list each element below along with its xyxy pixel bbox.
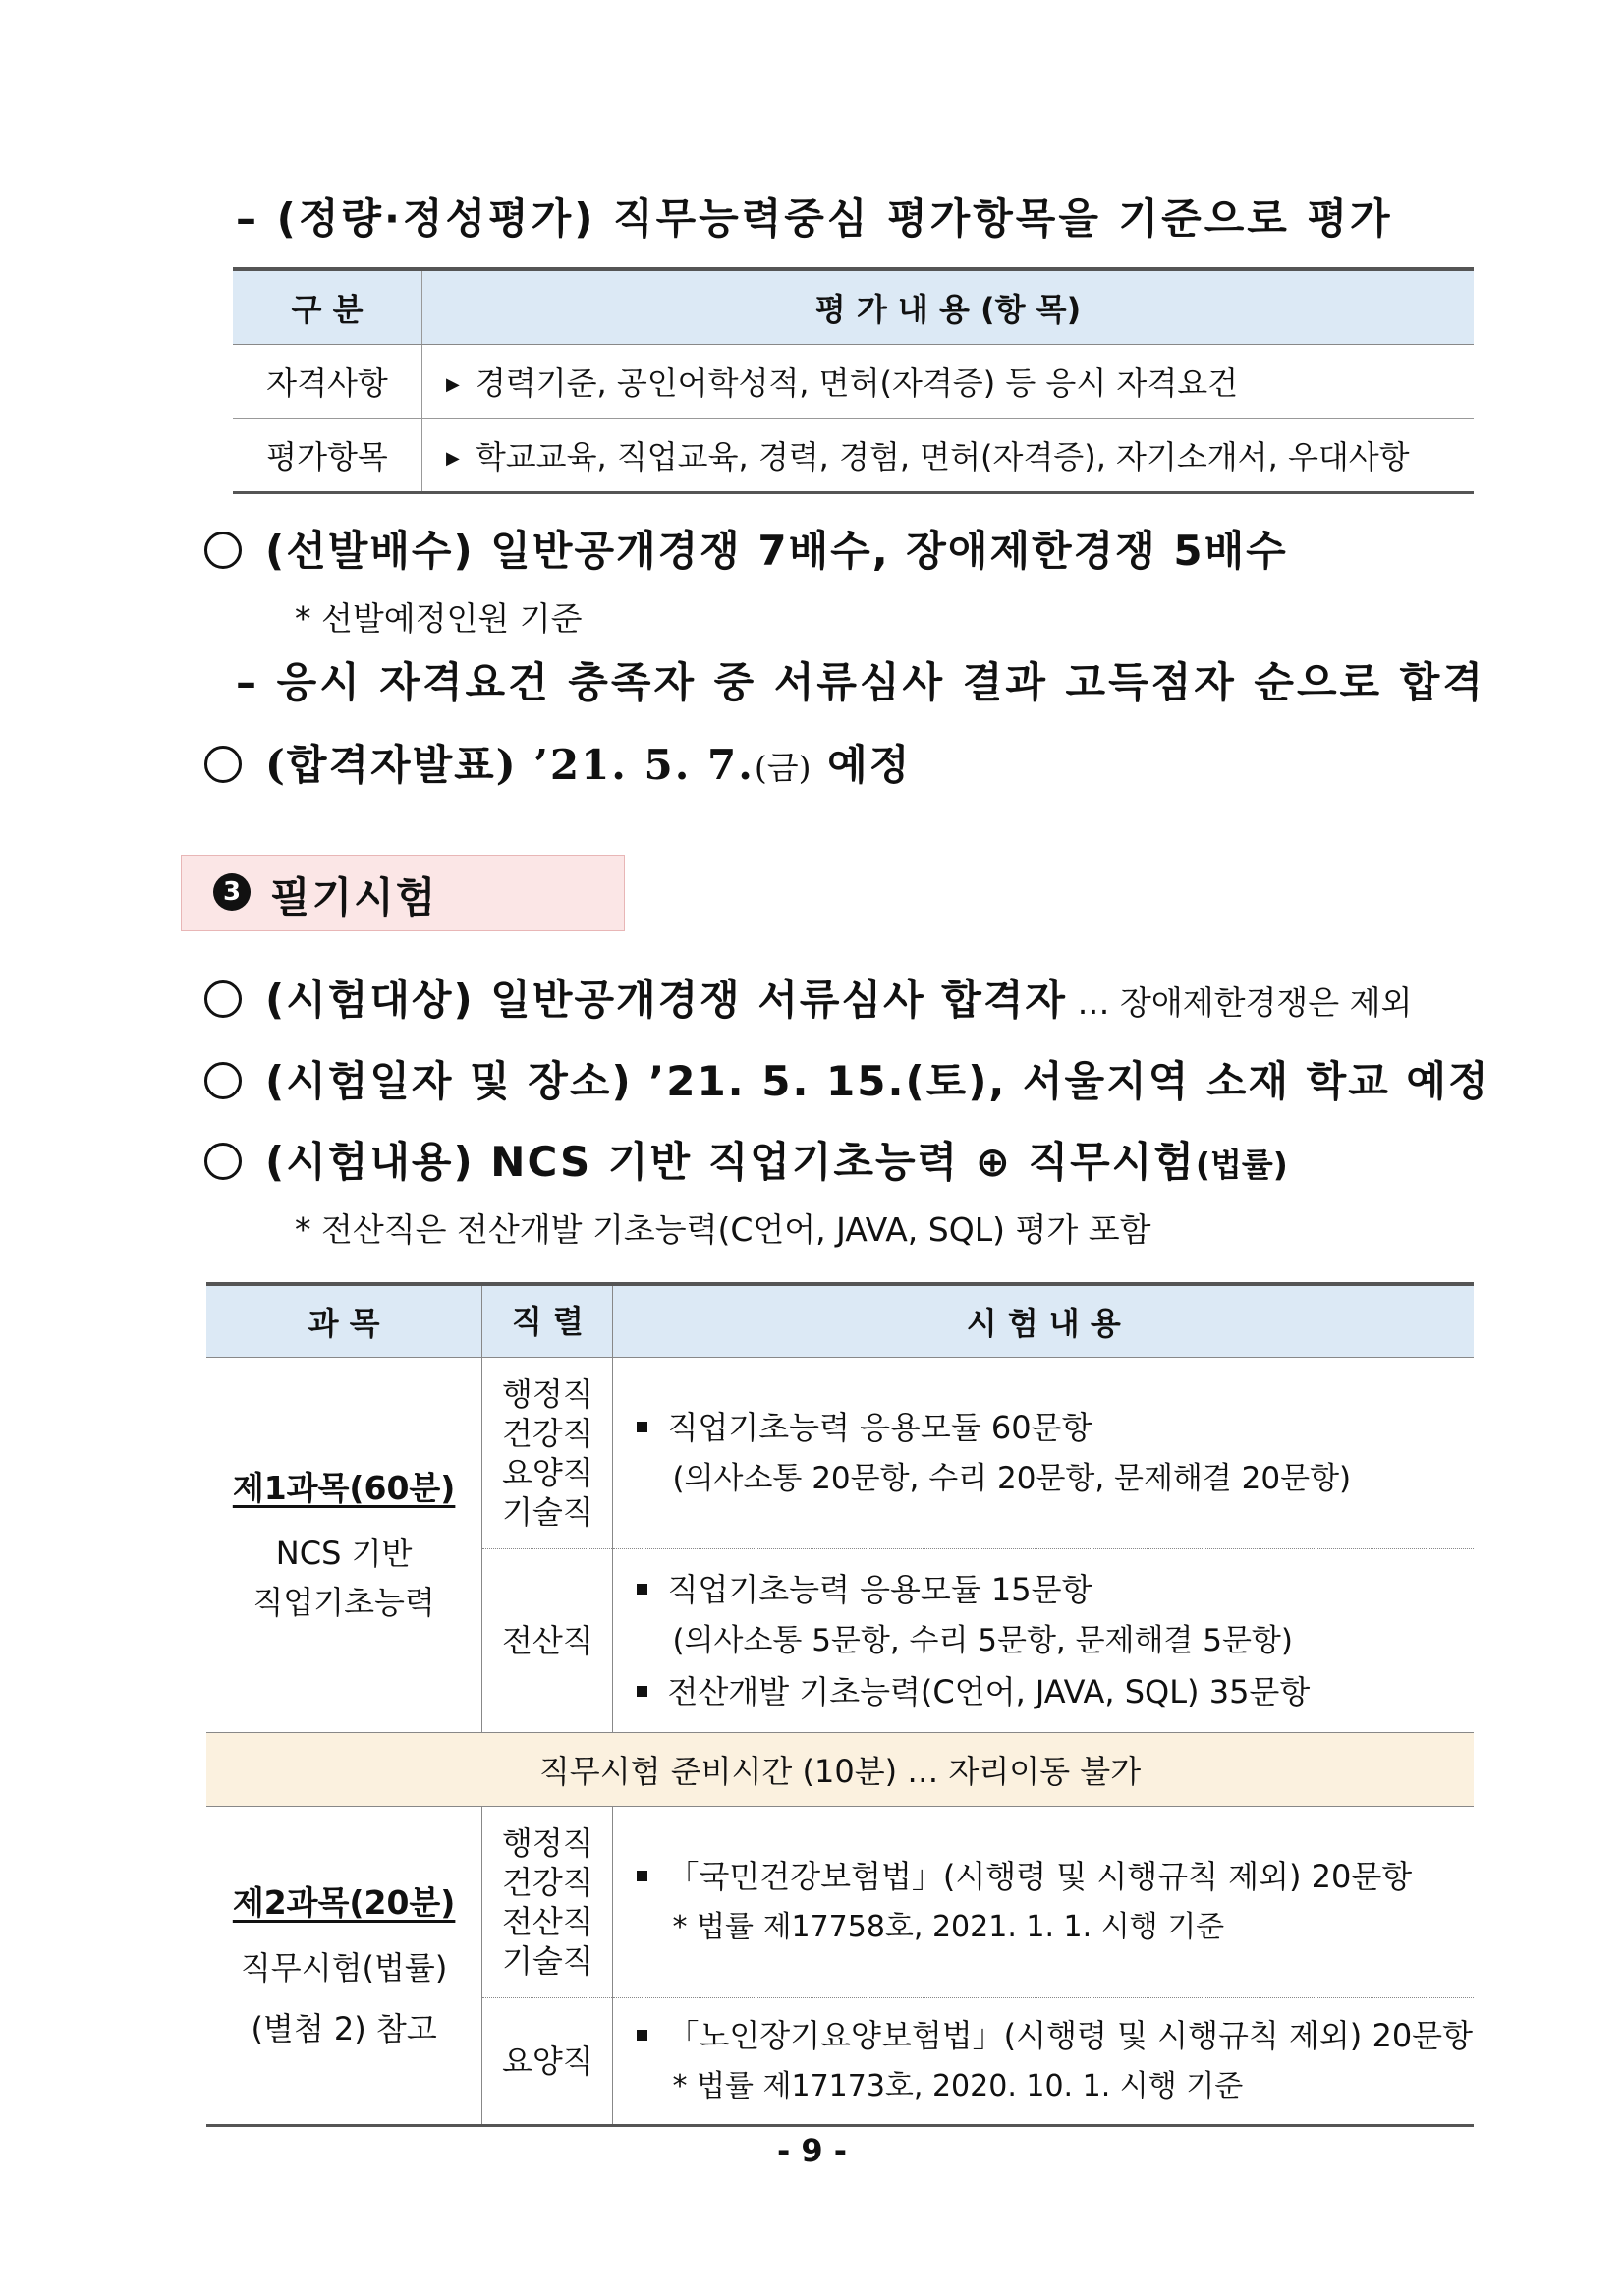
row-content-cell	[422, 345, 1475, 419]
selection-ratio-text: (선발배수) 일반공개경쟁 7배수, 장애제한경쟁 5배수	[265, 527, 1288, 575]
exam-content-text: (시험내용) NCS 기반 직업기초능력 ⊕ 직무시험	[265, 1138, 1196, 1186]
square-bullet-icon	[637, 1871, 647, 1881]
exam-content-suffix: (법률)	[1195, 1146, 1288, 1184]
eval-criteria-line: – (정량·정성평가) 직무능력중심 평가항목을 기준으로 평가	[236, 195, 1393, 243]
subject2-cell	[206, 1807, 482, 2126]
header-content: 평 가 내 용 (항 목)	[422, 269, 1475, 345]
content-note: * 법률 제17758호, 2021. 1. 1. 시행 기준	[672, 1910, 1225, 1944]
pass-criteria-line: – 응시 자격요건 충족자 중 서류심사 결과 고득점자 순으로 합격	[236, 658, 1485, 706]
s1-role2-cell: 전산직	[482, 1549, 613, 1733]
announcement-day: (금)	[754, 749, 812, 787]
prep-time-text: 직무시험 준비시간 (10분) … 자리이동 불가	[206, 1733, 1474, 1807]
role-item: 행정직	[501, 1824, 593, 1862]
circle-bullet-icon	[204, 532, 242, 569]
section-header	[181, 855, 625, 931]
prep-time-row	[206, 1733, 1474, 1807]
s1-roles-cell	[482, 1358, 613, 1549]
table-header-row	[233, 269, 1474, 345]
header-subject: 과 목	[206, 1284, 482, 1358]
header-exam-content: 시 험 내 용	[613, 1284, 1474, 1358]
exam-content-line	[204, 1130, 1288, 1189]
page-number: - 9 -	[776, 2132, 848, 2169]
exam-content-note: * 전산직은 전산개발 기초능력(C언어, JAVA, SQL) 평가 포함	[295, 1210, 1151, 1249]
role-item: 요양직	[501, 1454, 593, 1491]
content-item-text: 직업기초능력 응용모듈 60문항	[667, 1409, 1092, 1446]
section-number-badge: 3	[213, 873, 251, 911]
exam-target-text: (시험대상) 일반공개경쟁 서류심사 합격자	[265, 976, 1067, 1024]
table-row	[206, 1358, 1474, 1549]
exam-target-note: … 장애제한경쟁은 제외	[1066, 983, 1413, 1022]
content-item-text: 「노인장기요양보험법」(시행령 및 시행규칙 제외) 20문항	[667, 2017, 1473, 2054]
role-item: 전산직	[501, 1903, 593, 1940]
written-exam-table	[206, 1282, 1474, 2127]
square-bullet-icon	[637, 2030, 647, 2041]
role-item: 건강직	[501, 1415, 593, 1452]
square-bullet-icon	[637, 1686, 647, 1697]
announcement-line	[204, 733, 911, 792]
s2-content2-cell	[613, 1998, 1474, 2126]
circle-bullet-icon	[204, 1062, 242, 1099]
circle-bullet-icon	[204, 980, 242, 1018]
subject2-line2: 직무시험(법률)	[240, 1948, 448, 1987]
role-item: 기술직	[501, 1493, 593, 1531]
section-title: 필기시험	[270, 873, 438, 922]
content-item-text: 직업기초능력 응용모듈 15문항	[667, 1571, 1092, 1608]
s2-role2-cell: 요양직	[482, 1998, 613, 2126]
content-item	[637, 1666, 1473, 1717]
announcement-date: (합격자발표) ’21. 5. 7.	[265, 741, 755, 789]
role-item: 행정직	[501, 1375, 593, 1413]
row-content: 학교교육, 직업교육, 경력, 경험, 면허(자격증), 자기소개서, 우대사항	[475, 438, 1410, 476]
circle-bullet-icon	[204, 1143, 242, 1180]
square-bullet-icon	[637, 1584, 647, 1595]
row-content-cell	[422, 419, 1475, 493]
announcement-suffix: 예정	[811, 741, 912, 789]
content-item-text: 「국민건강보험법」(시행령 및 시행규칙 제외) 20문항	[667, 1858, 1413, 1895]
table-row	[233, 419, 1474, 493]
s2-roles-cell	[482, 1807, 613, 1998]
subject1-title: 제1과목(60분)	[232, 1468, 456, 1507]
row-label: 자격사항	[233, 345, 422, 419]
s1-content-cell	[613, 1358, 1474, 1549]
subject1-line3: 직업기초능력	[252, 1583, 435, 1621]
content-item	[637, 1564, 1473, 1615]
selection-note: * 선발예정인원 기준	[295, 599, 583, 638]
exam-target-line	[204, 968, 1412, 1027]
subject1-line2: NCS 기반	[275, 1534, 413, 1572]
content-item-text: 전산개발 기초능력(C언어, JAVA, SQL) 35문항	[667, 1673, 1311, 1710]
header-category: 구 분	[233, 269, 422, 345]
row-label: 평가항목	[233, 419, 422, 493]
subject2-line3: (별첨 2) 참고	[251, 2009, 437, 2047]
selection-ratio-line	[204, 519, 1288, 578]
content-item	[637, 1851, 1473, 1902]
table-row	[206, 1807, 1474, 1998]
content-item	[637, 2010, 1473, 2061]
exam-date-text: (시험일자 및 장소) ’21. 5. 15.(토), 서울지역 소재 학교 예정	[265, 1057, 1490, 1105]
content-sub: (의사소통 5문항, 수리 5문항, 문제해결 5문항)	[672, 1623, 1293, 1658]
role-item: 건강직	[501, 1864, 593, 1901]
subject1-cell	[206, 1358, 482, 1733]
exam-date-line	[204, 1049, 1490, 1108]
role-item: 기술직	[501, 1942, 593, 1980]
s2-content-cell	[613, 1807, 1474, 1998]
table-header-row	[206, 1284, 1474, 1358]
s1-content2-cell	[613, 1549, 1474, 1733]
table-row	[233, 345, 1474, 419]
evaluation-table	[233, 267, 1474, 494]
content-note: * 법률 제17173호, 2020. 10. 1. 시행 기준	[672, 2069, 1244, 2103]
square-bullet-icon	[637, 1422, 647, 1432]
content-sub: (의사소통 20문항, 수리 20문항, 문제해결 20문항)	[672, 1461, 1352, 1496]
header-role: 직 렬	[482, 1284, 613, 1358]
triangle-bullet-icon: ▶	[446, 448, 460, 469]
content-item	[637, 1402, 1473, 1453]
triangle-bullet-icon: ▶	[446, 374, 460, 395]
circle-bullet-icon	[204, 746, 242, 783]
row-content: 경력기준, 공인어학성적, 면허(자격증) 등 응시 자격요건	[475, 364, 1239, 402]
subject2-title: 제2과목(20분)	[232, 1882, 456, 1922]
